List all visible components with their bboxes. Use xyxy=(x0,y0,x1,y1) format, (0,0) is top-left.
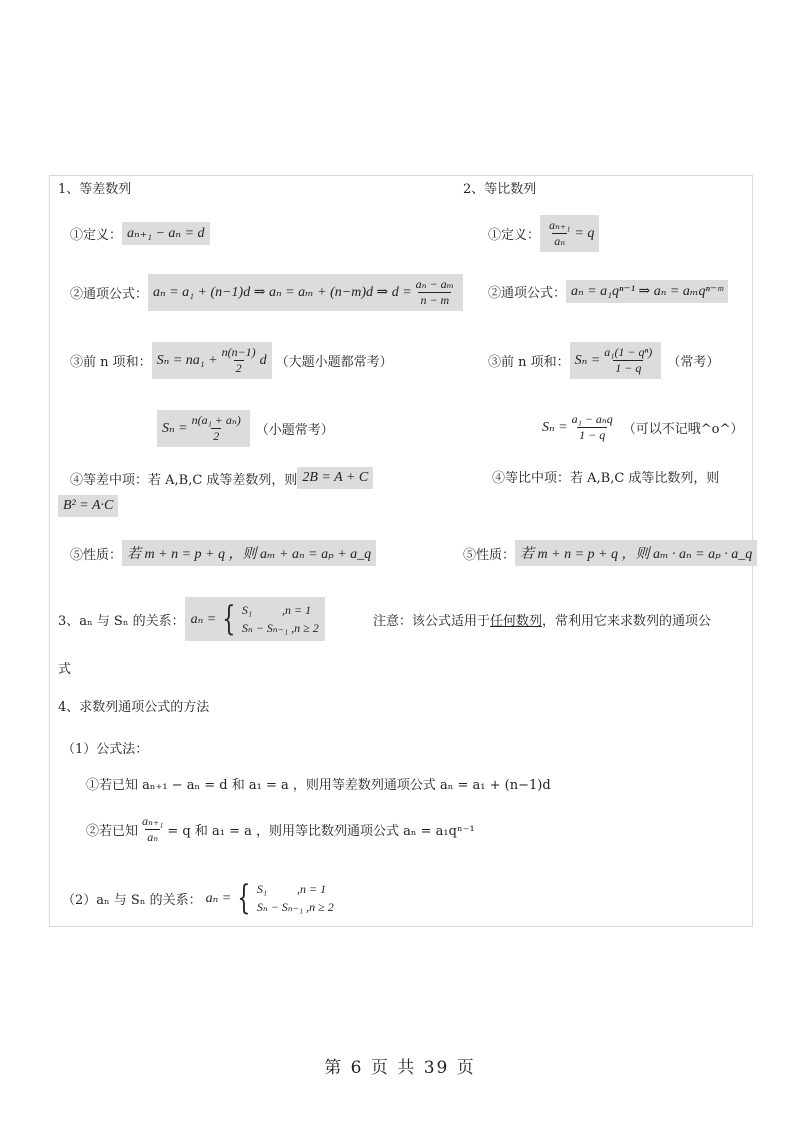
method-item-2-a: ②若已知 xyxy=(86,824,139,839)
geo-def-formula-tail: = q xyxy=(574,225,595,241)
brace-symbol: { xyxy=(222,599,236,639)
geo-general-formula: aₙ = a₁qⁿ⁻¹ ⇒ aₙ = aₘqⁿ⁻ᵐ xyxy=(566,280,728,303)
section-4-item2 xyxy=(86,814,475,845)
section-3-note xyxy=(373,610,711,629)
fraction-numerator: n(a₁ + aₙ) xyxy=(191,413,241,427)
fraction-numerator: n(n−1) xyxy=(221,345,256,359)
geo-def-fraction xyxy=(547,218,572,249)
note-text-wrap: 式 xyxy=(58,662,72,677)
geo-property xyxy=(463,540,757,566)
relation-case-2: Sₙ − Sₙ₋₁ ,n ≥ 2 xyxy=(241,621,319,635)
section-4-heading xyxy=(58,696,209,715)
geo-sum-fraction xyxy=(602,345,654,376)
fraction-numerator: aₙ − aₘ xyxy=(415,277,454,291)
relation-method-label: （2）aₙ 与 Sₙ 的关系： xyxy=(62,892,202,908)
arith-sum-formula-text: Sₙ = na₁ + xyxy=(156,353,218,368)
geo-sum xyxy=(488,342,719,379)
arith-def-label: ①定义： xyxy=(70,228,123,243)
arith-def-formula: aₙ₊₁ − aₙ = d xyxy=(122,222,210,245)
arith-sum-note: （大题小题都常考） xyxy=(275,355,393,370)
relation-cases xyxy=(242,601,319,637)
fraction-denominator: n − m xyxy=(420,293,450,307)
page-footer: 第 6 页 共 39 页 xyxy=(324,1058,476,1078)
geo-def-label: ①定义： xyxy=(488,228,541,243)
geo-sum-formula-text: Sₙ = xyxy=(574,353,601,368)
arith-sum2-formula-text: Sₙ = xyxy=(162,421,188,436)
geo-prop-formula: 若 m + n = p + q ，则 aₘ · aₙ = aₚ · a_q xyxy=(515,540,757,566)
fraction-numerator: a₁(1 − qⁿ) xyxy=(604,345,653,359)
method-item-2-fraction xyxy=(140,814,165,845)
arith-definition xyxy=(70,222,210,245)
geo-def-formula xyxy=(540,215,599,252)
arith-sum2-formula xyxy=(157,410,250,447)
geo-sum2-note: （可以不记哦^o^） xyxy=(622,422,744,437)
geo-definition xyxy=(488,215,599,252)
fraction-numerator: aₙ₊₁ xyxy=(142,814,164,828)
arith-sum xyxy=(70,342,393,379)
geo-sum-label: ③前 n 项和： xyxy=(488,355,570,370)
method-item-2-b: = q 和 a₁ = a ，则用等比数列通项公式 aₙ = a₁qⁿ⁻¹ xyxy=(167,824,475,839)
relation-lhs: aₙ = xyxy=(190,611,217,627)
geo-sum-note: （常考） xyxy=(667,355,720,370)
fraction-denominator: 2 xyxy=(235,361,242,375)
section-4-item1 xyxy=(86,774,551,793)
geo-sum2-fraction xyxy=(570,412,615,443)
arith-sum-alt xyxy=(157,410,334,447)
fraction-denominator: 2 xyxy=(213,429,220,443)
fraction-numerator: a₁ − aₙq xyxy=(571,412,613,426)
an-sn-relation-formula xyxy=(185,597,325,641)
formula-method-label: （1）公式法： xyxy=(62,742,149,757)
arith-general-formula xyxy=(148,274,463,311)
geo-sum2-formula-text: Sₙ = xyxy=(542,420,568,435)
geo-sum-alt xyxy=(542,412,743,443)
section-4-sub1 xyxy=(62,738,148,757)
geo-middle-term xyxy=(492,467,719,486)
section-4-sub2 xyxy=(62,880,334,916)
geo-seq-heading: 2、等比数列 xyxy=(463,182,537,197)
arith-general-formula-text: aₙ = a₁ + (n−1)d ⇒ aₙ = aₘ + (n−m)d ⇒ d = xyxy=(153,285,412,300)
method-item-1: ①若已知 aₙ₊₁ − aₙ = d 和 a₁ = a ，则用等差数列通项公式 aₙ = a₁ + (n−1)d xyxy=(86,778,551,793)
note-underlined: 任何数列 xyxy=(490,614,543,629)
right-heading xyxy=(463,178,536,197)
left-heading xyxy=(58,178,131,197)
section-3-note-wrap xyxy=(58,658,71,677)
arith-sum-formula xyxy=(152,342,272,379)
arith-mid-formula: 2B = A + C xyxy=(297,467,373,489)
geo-mid-text: ④等比中项：若 A,B,C 成等比数列，则 xyxy=(492,471,720,486)
relation-case-1: S₁ ,n = 1 xyxy=(241,603,312,617)
arith-d-fraction xyxy=(414,277,456,308)
arith-sum2-fraction xyxy=(190,413,243,444)
relation-method-cases xyxy=(257,880,334,916)
fraction-denominator: aₙ xyxy=(147,830,159,844)
geo-middle-formula xyxy=(58,495,118,517)
note-text-b: ，常利用它来求数列的通项公 xyxy=(542,614,712,629)
fraction-denominator: 1 − q xyxy=(615,361,642,375)
geo-general-label: ②通项公式： xyxy=(488,286,567,301)
geo-prop-label: ⑤性质： xyxy=(463,547,516,563)
arith-mid-text: ④等差中项：若 A,B,C 成等差数列，则 xyxy=(70,472,298,488)
fraction-numerator: aₙ₊₁ xyxy=(549,218,571,232)
arith-general-term xyxy=(70,274,463,311)
geo-mid-formula: B² = A·C xyxy=(58,495,118,517)
arith-prop-formula: 若 m + n = p + q ，则 aₘ + aₙ = aₚ + a_q xyxy=(122,540,376,566)
relation-method-lhs: aₙ = xyxy=(205,890,232,906)
arith-prop-label: ⑤性质： xyxy=(70,547,123,563)
fraction-denominator: aₙ xyxy=(554,234,566,248)
section-3 xyxy=(58,597,325,641)
brace-symbol: { xyxy=(237,878,251,918)
arith-middle-term xyxy=(70,467,373,489)
an-sn-relation-label: 3、aₙ 与 Sₙ 的关系： xyxy=(58,613,185,629)
arith-general-label: ②通项公式： xyxy=(70,287,149,302)
note-text-a: 注意：该公式适用于 xyxy=(373,614,491,629)
fraction-denominator: 1 − q xyxy=(579,428,606,442)
arith-seq-heading: 1、等差数列 xyxy=(58,182,132,197)
methods-heading: 4、求数列通项公式的方法 xyxy=(58,700,210,715)
arith-sum-formula-tail: d xyxy=(259,352,267,368)
geo-sum-formula xyxy=(570,342,662,379)
relation-method-case-2: Sₙ − Sₙ₋₁ ,n ≥ 2 xyxy=(256,900,334,914)
relation-method-case-1: S₁ ,n = 1 xyxy=(256,882,327,896)
arith-sum-fraction xyxy=(220,345,258,376)
arith-property xyxy=(70,540,376,566)
arith-sum-label: ③前 n 项和： xyxy=(70,355,152,370)
arith-sum2-note: （小题常考） xyxy=(255,423,334,438)
geo-general-term xyxy=(488,280,728,303)
